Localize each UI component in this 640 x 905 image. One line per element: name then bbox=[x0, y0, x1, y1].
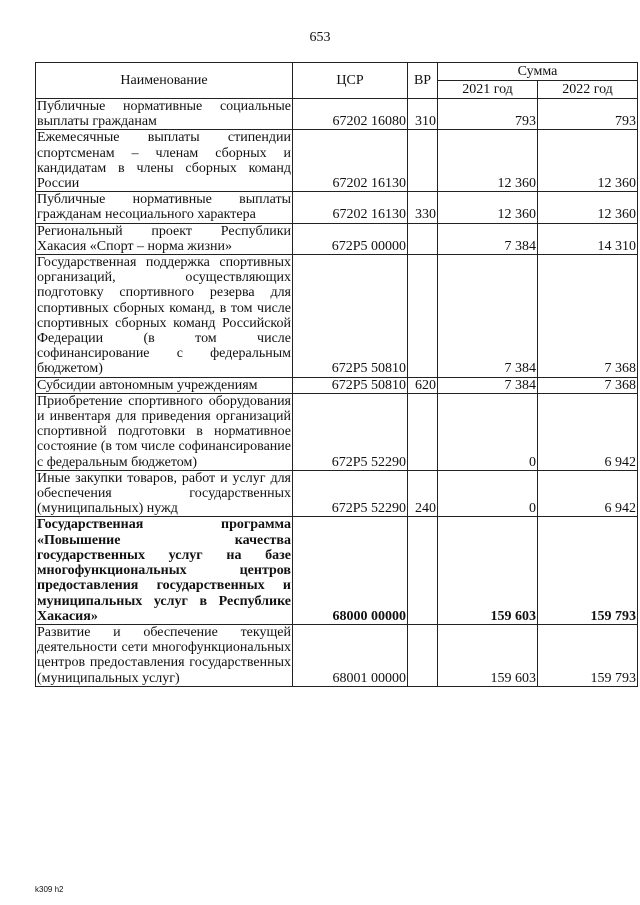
row-name-cell: Государственная программа «Повышение качества государственных услуг на базе многофункциональных центров предоставления государственных и муниципальных услуг в Республике Хакасия» bbox=[37, 517, 291, 624]
row-2022-cell: 7 368 bbox=[538, 377, 638, 393]
row-csr-cell: 67202 16080 bbox=[293, 99, 408, 130]
header-csr: ЦСР bbox=[293, 63, 408, 99]
row-csr-cell: 67202 16130 bbox=[293, 130, 408, 192]
table-row bbox=[36, 377, 638, 393]
row-2021-cell: 7 384 bbox=[438, 255, 538, 378]
row-name-cell: Публичные нормативные выплаты гражданам несоциального характера bbox=[37, 192, 291, 223]
row-2022-cell: 12 360 bbox=[538, 130, 638, 192]
row-vr-cell bbox=[408, 255, 438, 378]
row-csr-cell: 67202 16130 bbox=[293, 192, 408, 223]
row-2021-cell: 0 bbox=[438, 393, 538, 470]
row-2021-cell: 159 603 bbox=[438, 624, 538, 686]
row-vr-cell: 240 bbox=[408, 470, 438, 517]
header-row bbox=[36, 63, 638, 81]
row-vr-cell bbox=[408, 223, 438, 254]
header-sum: Сумма bbox=[438, 63, 638, 81]
table-row bbox=[36, 192, 638, 223]
header-year-2022: 2022 год bbox=[538, 81, 638, 99]
row-2022-cell: 6 942 bbox=[538, 470, 638, 517]
row-name-cell: Субсидии автономным учреждениям bbox=[36, 377, 293, 393]
page-number: 653 bbox=[309, 30, 331, 45]
row-name-cell: Ежемесячные выплаты стипендии спортсменам – членам сборных и кандидатам в члены сборных команд России bbox=[37, 130, 291, 192]
row-csr-cell: 672P5 00000 bbox=[293, 223, 408, 254]
row-2022-cell: 7 368 bbox=[538, 255, 638, 378]
row-name-cell: Развитие и обеспечение текущей деятельности сети многофункциональных центров предоставления государственных (муниципальных услуг) bbox=[37, 624, 291, 686]
table-row bbox=[36, 255, 638, 378]
row-csr-cell: 672P5 50810 bbox=[293, 377, 408, 393]
header-year-2021: 2021 год bbox=[438, 81, 538, 99]
row-name-cell: Региональный проект Республики Хакасия «Спорт – норма жизни» bbox=[37, 223, 291, 254]
row-csr-cell: 68000 00000 bbox=[293, 517, 408, 624]
row-2021-cell: 793 bbox=[438, 99, 538, 130]
row-2022-cell: 159 793 bbox=[538, 624, 638, 686]
row-vr-cell: 330 bbox=[408, 192, 438, 223]
row-2021-cell: 12 360 bbox=[438, 192, 538, 223]
row-vr-cell: 310 bbox=[408, 99, 438, 130]
row-2022-cell: 12 360 bbox=[538, 192, 638, 223]
footer-code: k309 h2 bbox=[35, 885, 64, 894]
row-csr-cell: 68001 00000 bbox=[293, 624, 408, 686]
row-2021-cell: 7 384 bbox=[438, 223, 538, 254]
row-2021-cell: 0 bbox=[438, 470, 538, 517]
table-body bbox=[36, 99, 638, 687]
table-row bbox=[36, 130, 638, 192]
row-2021-cell: 12 360 bbox=[438, 130, 538, 192]
row-vr-cell: 620 bbox=[408, 377, 438, 393]
row-csr-cell: 672P5 50810 bbox=[293, 255, 408, 378]
table-row bbox=[36, 393, 638, 470]
row-name-cell: Публичные нормативные социальные выплаты гражданам bbox=[37, 99, 291, 130]
row-vr-cell bbox=[408, 624, 438, 686]
row-2021-cell: 159 603 bbox=[438, 517, 538, 624]
table-row bbox=[36, 223, 638, 254]
row-vr-cell bbox=[408, 130, 438, 192]
table-row bbox=[36, 99, 638, 130]
table-row bbox=[36, 517, 638, 624]
header-name: Наименование bbox=[36, 63, 293, 99]
row-vr-cell bbox=[408, 517, 438, 624]
row-name-cell: Государственная поддержка спортивных организаций, осуществляющих подготовку спортивного резерва для спортивных сборных команд, в том числе спортивных сборных команд Российской Федерации (в том числе софинансирование с федеральным бюджетом) bbox=[37, 255, 291, 377]
row-2021-cell: 7 384 bbox=[438, 377, 538, 393]
header-vr: ВР bbox=[408, 63, 438, 99]
row-2022-cell: 793 bbox=[538, 99, 638, 130]
row-2022-cell: 14 310 bbox=[538, 223, 638, 254]
row-csr-cell: 672P5 52290 bbox=[293, 470, 408, 517]
row-name-cell: Приобретение спортивного оборудования и инвентаря для приведения организаций спортивной подготовки в нормативное состояние (в том числе софинансирование с федеральным бюджетом) bbox=[37, 393, 291, 470]
table-row bbox=[36, 624, 638, 686]
row-csr-cell: 672P5 52290 bbox=[293, 393, 408, 470]
row-name-cell: Иные закупки товаров, работ и услуг для обеспечения государственных (муниципальных) нужд bbox=[37, 470, 291, 517]
table-row bbox=[36, 470, 638, 517]
row-2022-cell: 6 942 bbox=[538, 393, 638, 470]
budget-table bbox=[35, 62, 638, 687]
row-vr-cell bbox=[408, 393, 438, 470]
row-2022-cell: 159 793 bbox=[538, 517, 638, 624]
